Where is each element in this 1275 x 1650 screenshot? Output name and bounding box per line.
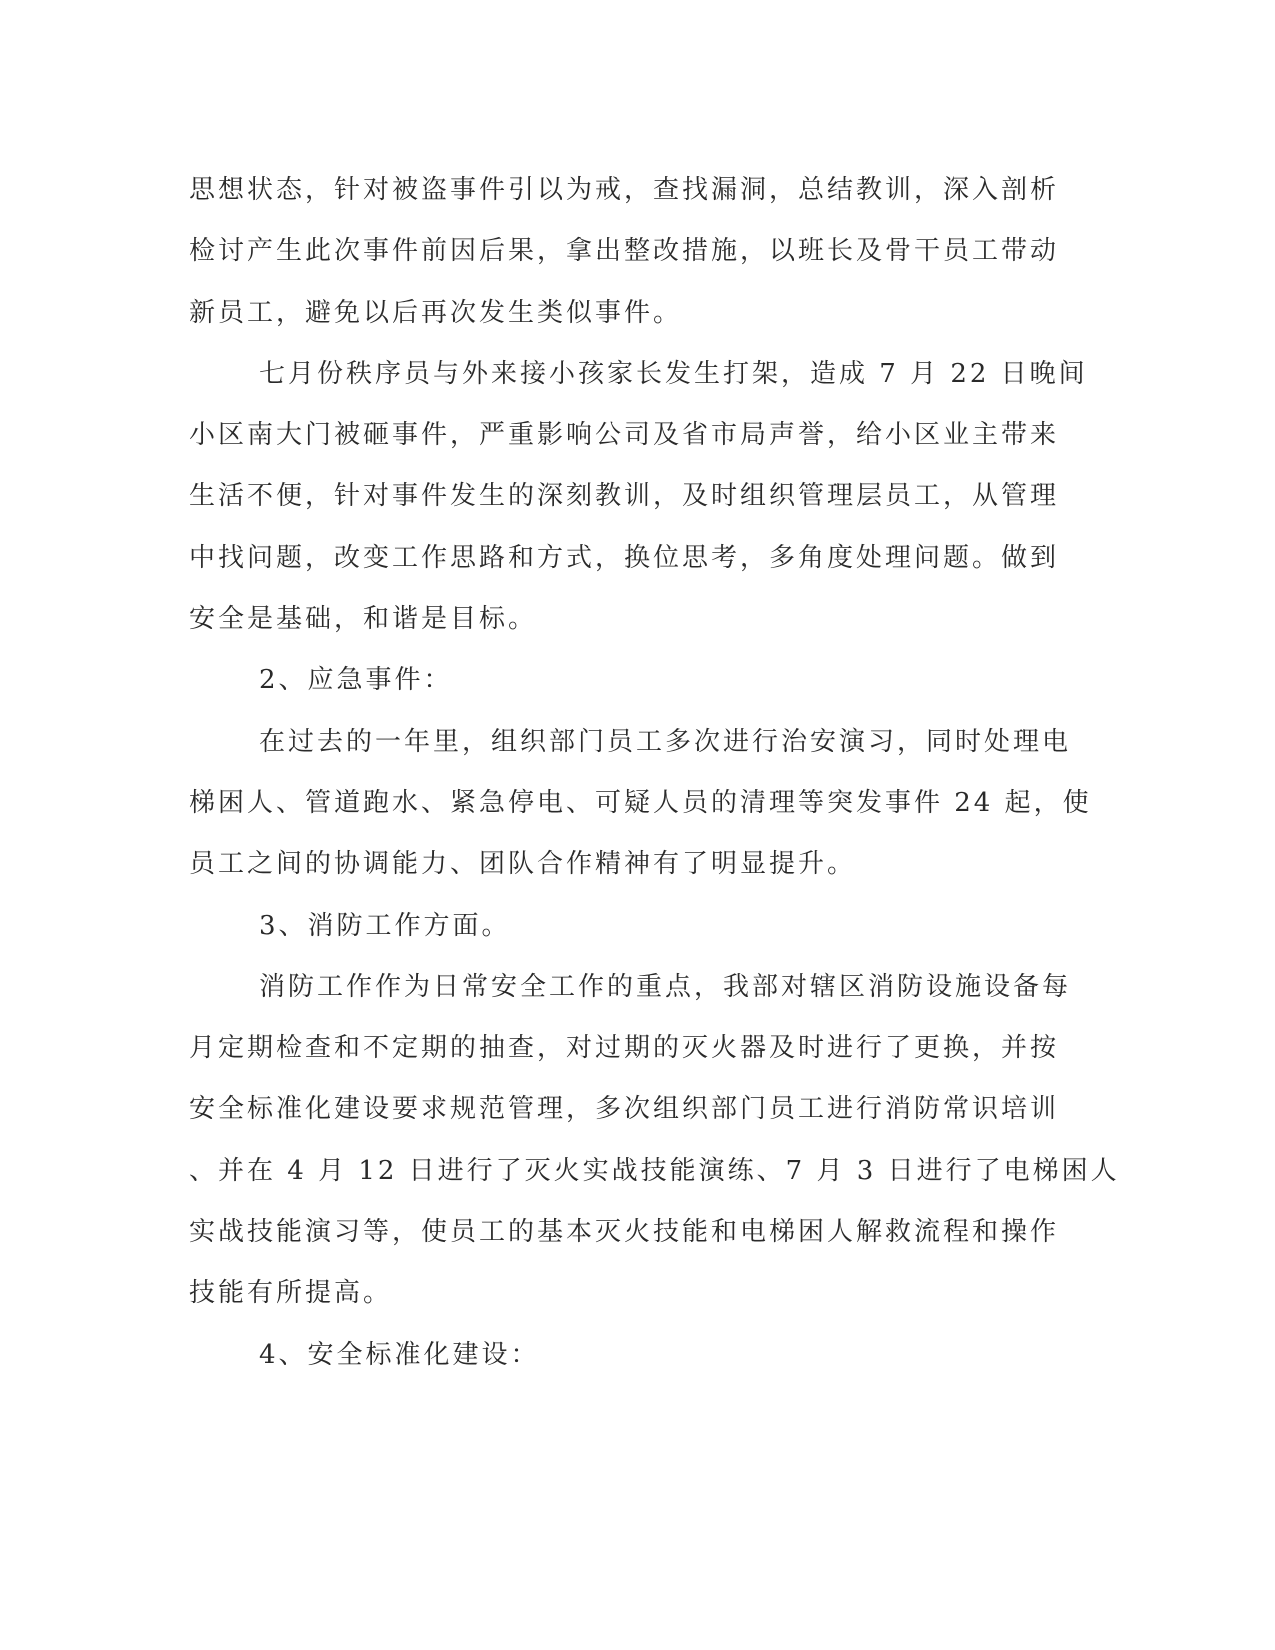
- body-line: 七月份秩序员与外来接小孩家长发生打架，造成 7 月 22 日晚间: [259, 358, 1088, 389]
- body-line: 员工之间的协调能力、团队合作精神有了明显提升。: [189, 849, 857, 880]
- body-line: 安全是基础，和谐是目标。: [189, 604, 538, 635]
- body-line: 实战技能演习等，使员工的基本灭火技能和电梯困人解救流程和操作: [189, 1217, 1060, 1248]
- body-line: 、并在 4 月 12 日进行了灭火实战技能演练、7 月 3 日进行了电梯困人: [189, 1155, 1120, 1186]
- body-line: 生活不便，针对事件发生的深刻教训，及时组织管理层员工，从管理: [189, 481, 1060, 512]
- body-line: 新员工，避免以后再次发生类似事件。: [189, 297, 683, 328]
- section-heading: 4、安全标准化建设：: [259, 1339, 540, 1370]
- body-line: 技能有所提高。: [189, 1278, 393, 1309]
- body-line: 中找问题，改变工作思路和方式，换位思考，多角度处理问题。做到: [189, 542, 1060, 573]
- document-body: [189, 160, 1120, 1386]
- body-line: 在过去的一年里，组织部门员工多次进行治安演习，同时处理电: [259, 726, 1072, 757]
- body-line: 安全标准化建设要求规范管理，多次组织部门员工进行消防常识培训: [189, 1094, 1060, 1125]
- section-heading: 3、消防工作方面。: [259, 910, 511, 941]
- body-line: 检讨产生此次事件前因后果，拿出整改措施，以班长及骨干员工带动: [189, 236, 1060, 267]
- section-heading: 2、应急事件：: [259, 665, 453, 696]
- body-line: 小区南大门被砸事件，严重影响公司及省市局声誉，给小区业主带来: [189, 420, 1060, 451]
- body-line: 思想状态，针对被盗事件引以为戒，查找漏洞，总结教训，深入剖析: [189, 175, 1060, 205]
- body-line: 消防工作作为日常安全工作的重点，我部对辖区消防设施设备每: [259, 971, 1072, 1002]
- body-line: 月定期检查和不定期的抽查，对过期的灭火器及时进行了更换，并按: [189, 1033, 1060, 1064]
- body-line: 梯困人、管道跑水、紧急停电、可疑人员的清理等突发事件 24 起，使: [189, 787, 1092, 818]
